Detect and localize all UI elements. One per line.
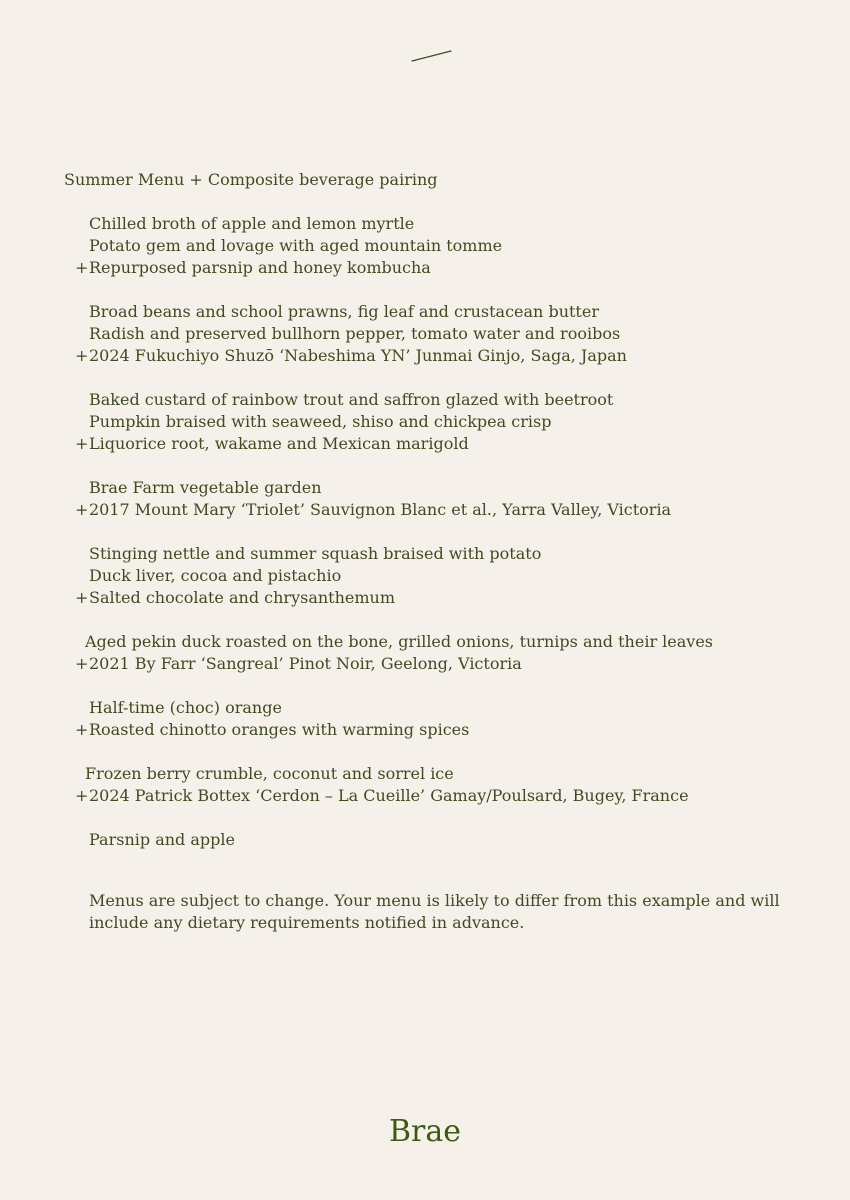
dish-text: Brae Farm vegetable garden [89, 478, 322, 497]
menu-title: Summer Menu + Composite beverage pairing [64, 170, 438, 189]
course [75, 631, 835, 675]
course [75, 543, 835, 609]
course [75, 301, 835, 367]
pairing-line [75, 719, 835, 741]
indent-spacer [75, 543, 89, 565]
pairing-text: Salted chocolate and chrysanthemum [89, 588, 396, 607]
dish-line [75, 763, 835, 785]
pairing-marker: + [75, 720, 89, 739]
course-list [75, 213, 835, 873]
indent-spacer [75, 829, 89, 851]
dish-line [75, 829, 835, 851]
pairing-line [75, 785, 835, 807]
pairing-text: Repurposed parsnip and honey kombucha [89, 258, 431, 277]
dish-line [75, 477, 835, 499]
dish-text: Half-time (choc) orange [89, 698, 282, 717]
dish-text: Duck liver, cocoa and pistachio [89, 566, 342, 585]
dish-text: Aged pekin duck roasted on the bone, grilled onions, turnips and their leaves [85, 632, 714, 651]
pairing-text: Roasted chinotto oranges with warming spices [89, 720, 470, 739]
dish-text: Chilled broth of apple and lemon myrtle [89, 214, 415, 233]
indent-spacer [75, 631, 85, 653]
indent-spacer [75, 477, 89, 499]
dish-text: Frozen berry crumble, coconut and sorrel ice [85, 764, 454, 783]
course [75, 829, 835, 851]
dish-line [75, 543, 835, 565]
course [75, 213, 835, 279]
pen-stroke-mark [410, 44, 454, 64]
pairing-text: 2024 Patrick Bottex ‘Cerdon – La Cueille’ Gamay/Poulsard, Bugey, France [89, 786, 689, 805]
pairing-line [75, 345, 835, 367]
course [75, 389, 835, 455]
pairing-line [75, 433, 835, 455]
pairing-marker: + [75, 588, 89, 607]
dish-line [75, 631, 835, 653]
pairing-marker: + [75, 434, 89, 453]
indent-spacer [75, 323, 89, 345]
pairing-marker: + [75, 654, 89, 673]
course [75, 477, 835, 521]
dish-text: Parsnip and apple [89, 830, 235, 849]
pairing-line [75, 257, 835, 279]
pairing-marker: + [75, 258, 89, 277]
course [75, 697, 835, 741]
dish-line [75, 565, 835, 587]
brand-logo: Brae [388, 1114, 462, 1149]
course [75, 763, 835, 807]
dish-text: Potato gem and lovage with aged mountain tomme [89, 236, 503, 255]
dish-text: Stinging nettle and summer squash braised with potato [89, 544, 542, 563]
pairing-text: 2017 Mount Mary ‘Triolet’ Sauvignon Blanc et al., Yarra Valley, Victoria [89, 500, 672, 519]
indent-spacer [75, 389, 89, 411]
pairing-text: 2021 By Farr ‘Sangreal’ Pinot Noir, Geelong, Victoria [89, 654, 522, 673]
pairing-text: 2024 Fukuchiyo Shuzō ‘Nabeshima YN’ Junmai Ginjo, Saga, Japan [89, 346, 627, 365]
dish-line [75, 301, 835, 323]
pairing-line [75, 499, 835, 521]
dish-line [75, 213, 835, 235]
pairing-marker: + [75, 500, 89, 519]
disclaimer-note: Menus are subject to change. Your menu is likely to differ from this example and will include any dietary requirements notified in advance. [89, 891, 780, 932]
indent-spacer [75, 763, 85, 785]
dish-line [75, 323, 835, 345]
pairing-line [75, 653, 835, 675]
pairing-text: Liquorice root, wakame and Mexican marigold [89, 434, 469, 453]
indent-spacer [75, 411, 89, 433]
pairing-line [75, 587, 835, 609]
indent-spacer [75, 697, 89, 719]
dish-line [75, 235, 835, 257]
indent-spacer [75, 235, 89, 257]
dish-line [75, 389, 835, 411]
dish-text: Baked custard of rainbow trout and saffron glazed with beetroot [89, 390, 614, 409]
indent-spacer [75, 565, 89, 587]
indent-spacer [75, 213, 89, 235]
pairing-marker: + [75, 786, 89, 805]
dish-line [75, 697, 835, 719]
indent-spacer [75, 301, 89, 323]
pairing-marker: + [75, 346, 89, 365]
dish-text: Radish and preserved bullhorn pepper, tomato water and rooibos [89, 324, 621, 343]
dish-text: Pumpkin braised with seaweed, shiso and chickpea crisp [89, 412, 552, 431]
dish-text: Broad beans and school prawns, fig leaf and crustacean butter [89, 302, 599, 321]
dish-line [75, 411, 835, 433]
